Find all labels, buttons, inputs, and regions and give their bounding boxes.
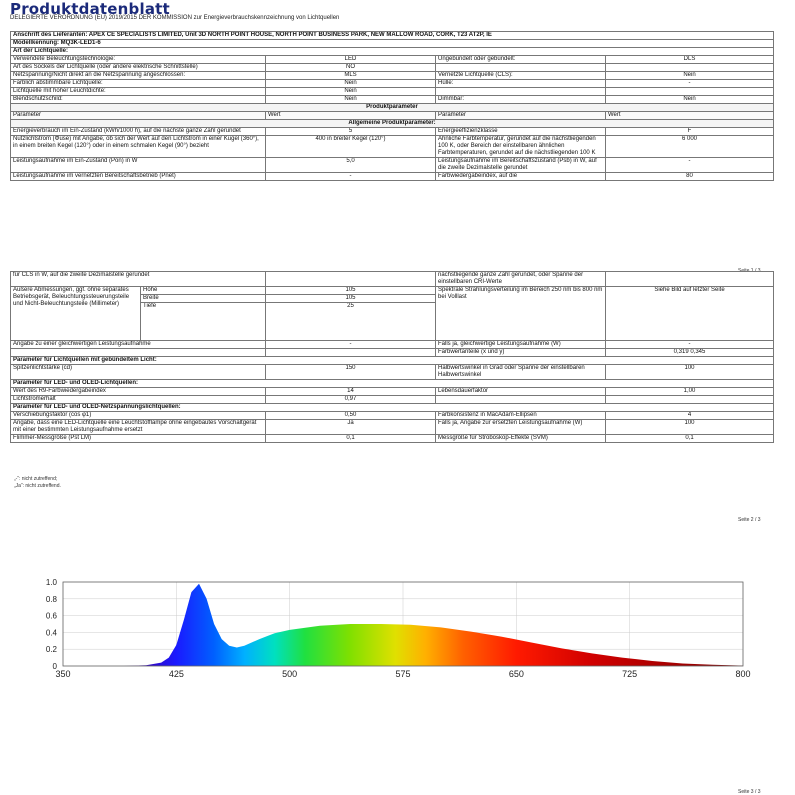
spectral-chart <box>18 576 778 682</box>
cell: 150 <box>266 365 436 380</box>
cell: Verschiebungsfaktor (cos φ1) <box>11 412 266 420</box>
table-row <box>11 158 774 173</box>
page-number: Seite 1 / 3 <box>738 268 761 274</box>
cell: F <box>606 128 774 136</box>
cell: Angabe zu einer gleichwertigen Leistungsaufnahme <box>11 341 266 349</box>
page-title: Produktdatenblatt <box>10 0 170 18</box>
cell: Farbwiedergabeindex, auf die <box>436 173 606 181</box>
cell: Messgröße für Stroboskop-Effekte (SVM) <box>436 435 606 443</box>
cell: Ungebündelt oder gebündelt: <box>436 56 606 64</box>
cell: Lichtstromerhalt <box>11 396 266 404</box>
x-tick-label: 575 <box>395 669 411 679</box>
cell: Angabe, dass eine LED-Lichtquelle eine Leuchtstofflampe ohne eingebautes Vorschaltgerät mit einer bestimmten Leistungsaufnahme ersetzt <box>11 420 266 435</box>
table-row <box>11 435 774 443</box>
table-row <box>11 173 774 181</box>
cell: für CLS in W, auf die zweite Dezimalstelle gerundet <box>11 272 266 287</box>
cell: Energieverbrauch im Ein-Zustand (kWh/1000 h), auf die nächste ganze Zahl gerundet <box>11 128 266 136</box>
y-tick-label: 0.2 <box>45 645 57 655</box>
table-row <box>11 88 774 96</box>
footnote: „Ja“: nicht zutreffend. <box>14 483 61 489</box>
cell: 80 <box>606 173 774 181</box>
dimension-value: 105 <box>266 295 436 303</box>
cell: Halbwertswinkel in Grad oder Spanne der einstellbaren Halbwertswinkel <box>436 365 606 380</box>
light-type-header: Art der Lichtquelle: <box>11 48 774 56</box>
col-header: Parameter <box>11 112 266 120</box>
dimensions-label: Äußere Abmessungen, ggf. ohne separates Betriebsgerät, Beleuchtungssteuerungsteile und Nicht-Beleuchtungsteile (Millimeter) <box>11 287 141 341</box>
cell: Energieeffizienzklasse <box>436 128 606 136</box>
dimension-name: Breite <box>141 295 266 303</box>
cell: - <box>606 341 774 349</box>
cell: Vernetzte Lichtquelle (CLS): <box>436 72 606 80</box>
cell <box>436 88 606 96</box>
cell: 0,97 <box>266 396 436 404</box>
cell: Farbwertanteile (x und y) <box>436 349 606 357</box>
x-tick-label: 425 <box>168 669 184 679</box>
column-header-row <box>11 112 774 120</box>
cell: 5 <box>266 128 436 136</box>
table-row <box>11 412 774 420</box>
y-tick-label: 0 <box>52 662 57 671</box>
table-row <box>11 420 774 435</box>
page-number: Seite 2 / 3 <box>738 517 761 523</box>
section-mains: Parameter für LED- und OLED-Netzspannungslichtquellen: <box>11 404 774 412</box>
cell: Flimmer-Messgröße (Pst LM) <box>11 435 266 443</box>
page-number: Seite 3 / 3 <box>738 789 761 795</box>
cell <box>606 272 774 287</box>
col-header: Parameter <box>436 112 606 120</box>
cell: Nein <box>266 96 436 104</box>
supplier-address: Anschrift des Lieferanten: APEX CE SPECIALISTS LIMITED, Unit 3D NORTH POINT HOUSE, NORTH POINT BUSINESS PARK, NEW MALLOW ROAD, CORK, T23 AT2P, IE <box>11 32 774 40</box>
table-row <box>11 96 774 104</box>
x-tick-label: 650 <box>508 669 524 679</box>
table-row <box>11 341 774 349</box>
x-tick-label: 800 <box>735 669 751 679</box>
dimension-value: 105 <box>266 287 436 295</box>
cell: Spitzenlichtstärke (cd) <box>11 365 266 380</box>
cell: 0,1 <box>606 435 774 443</box>
y-tick-label: 1.0 <box>45 578 57 587</box>
cell: Ähnliche Farbtemperatur, gerundet auf die nächstliegenden 100 K, oder Bereich der einstellbaren ähnlichen Farbtemperaturen, gerundet auf die nächstliegenden 100 K <box>436 136 606 158</box>
page-2-table <box>10 271 774 443</box>
col-header: Wert <box>266 112 436 120</box>
cell: Nein <box>606 72 774 80</box>
cell <box>266 349 436 357</box>
cell: 100 <box>606 365 774 380</box>
table-row <box>11 272 774 287</box>
x-tick-label: 725 <box>622 669 638 679</box>
table-row <box>11 64 774 72</box>
cell: 1,00 <box>606 388 774 396</box>
cell: 0,1 <box>266 435 436 443</box>
cell: 400 in breiter Kegel (120°) <box>266 136 436 158</box>
cell: Blendschutzschild: <box>11 96 266 104</box>
cell: 4 <box>606 412 774 420</box>
model-identifier: Modellkennung: MQ3K-LED1-6 <box>11 40 774 48</box>
cell <box>266 272 436 287</box>
cell: Lebensdauerfaktor <box>436 388 606 396</box>
cell: Farblich abstimmbare Lichtquelle: <box>11 80 266 88</box>
table-row <box>11 349 774 357</box>
cell: Verwendete Beleuchtungstechnologie: <box>11 56 266 64</box>
y-tick-label: 0.4 <box>45 628 57 638</box>
table-row <box>11 128 774 136</box>
col-header: Wert <box>606 112 774 120</box>
table-row <box>11 396 774 404</box>
cell: nächstliegende ganze Zahl gerundet, oder Spanne der einstellbaren CRI-Werte <box>436 272 606 287</box>
dimension-name: Tiefe <box>141 303 266 341</box>
cell: 6 000 <box>606 136 774 158</box>
cell: Nein <box>606 96 774 104</box>
x-tick-label: 500 <box>282 669 298 679</box>
cell: Lichtquelle mit hoher Leuchtdichte: <box>11 88 266 96</box>
y-tick-label: 0.8 <box>45 594 57 604</box>
table-row <box>11 136 774 158</box>
spectral-distribution-value: Siehe Bild auf letzter Seite <box>606 287 774 341</box>
cell <box>606 396 774 404</box>
cell: - <box>606 80 774 88</box>
cell: Dimmbar: <box>436 96 606 104</box>
cell <box>436 64 606 72</box>
cell: 0,50 <box>266 412 436 420</box>
page-1-table <box>10 31 774 181</box>
cell: Leistungsaufnahme im vernetzten Bereitschaftsbetrieb (Pnet) <box>11 173 266 181</box>
cell: Nein <box>266 88 436 96</box>
section-directional: Parameter für Lichtquellen mit gebündeltem Licht: <box>11 357 774 365</box>
cell: LED <box>266 56 436 64</box>
cell: Wert des R9-Farbwiedergabeindex <box>11 388 266 396</box>
cell: 5,0 <box>266 158 436 173</box>
dimensions-row <box>11 287 774 295</box>
cell: Falls ja, gleichwertige Leistungsaufnahme (W) <box>436 341 606 349</box>
section-general-parameters: Allgemeine Produktparameter: <box>11 120 774 128</box>
table-row <box>11 365 774 380</box>
cell: Art des Sockels der Lichtquelle (oder andere elektrische Schnittstelle) <box>11 64 266 72</box>
footnote: „-“: nicht zutreffend; <box>14 476 58 482</box>
cell: - <box>266 173 436 181</box>
cell: 100 <box>606 420 774 435</box>
cell: Farbkonsistenz in MacAdam-Ellipsen <box>436 412 606 420</box>
cell: - <box>606 158 774 173</box>
cell <box>11 349 266 357</box>
section-product-parameters: Produktparameter <box>11 104 774 112</box>
dimension-value: 25 <box>266 303 436 341</box>
cell <box>606 64 774 72</box>
table-row <box>11 56 774 64</box>
cell: Hülle: <box>436 80 606 88</box>
cell: 0,319 0,345 <box>606 349 774 357</box>
cell: - <box>266 341 436 349</box>
cell <box>606 88 774 96</box>
cell: Falls ja, Angabe zur ersetzten Leistungsaufnahme (W) <box>436 420 606 435</box>
x-tick-label: 350 <box>55 669 71 679</box>
cell: NO <box>266 64 436 72</box>
cell: MLS <box>266 72 436 80</box>
cell: Ja <box>266 420 436 435</box>
spectral-distribution-label: Spektrale Strahlungsverteilung im Bereich 250 nm bis 800 nm bei Volllast <box>436 287 606 341</box>
cell: 14 <box>266 388 436 396</box>
y-tick-label: 0.6 <box>45 611 57 621</box>
cell: Nein <box>266 80 436 88</box>
cell: DLS <box>606 56 774 64</box>
cell: Nutzlichtstrom (Φuse) mit Angabe, ob sich der Wert auf den Lichtstrom in einer Kugel (360°), in einem breiten Kegel (120°) oder in einem schmalen Kegel (90°) bezieht <box>11 136 266 158</box>
dimension-name: Höhe <box>141 287 266 295</box>
cell: Leistungsaufnahme im Bereitschaftszustand (Psb) in W, auf die zweite Dezimalstelle gerundet <box>436 158 606 173</box>
table-row <box>11 388 774 396</box>
cell <box>436 396 606 404</box>
regulation-subtitle: DELEGIERTE VERORDNUNG (EU) 2019/2015 DER KOMMISSION zur Energieverbrauchskennzeichnung von Lichtquellen <box>10 15 340 21</box>
cell: Leistungsaufnahme im Ein-Zustand (Pon) in W <box>11 158 266 173</box>
table-row <box>11 72 774 80</box>
section-led: Parameter für LED- und OLED-Lichtquellen: <box>11 380 774 388</box>
table-row <box>11 80 774 88</box>
cell: Netzspannung/Nicht direkt an die Netzspannung angeschlossen: <box>11 72 266 80</box>
